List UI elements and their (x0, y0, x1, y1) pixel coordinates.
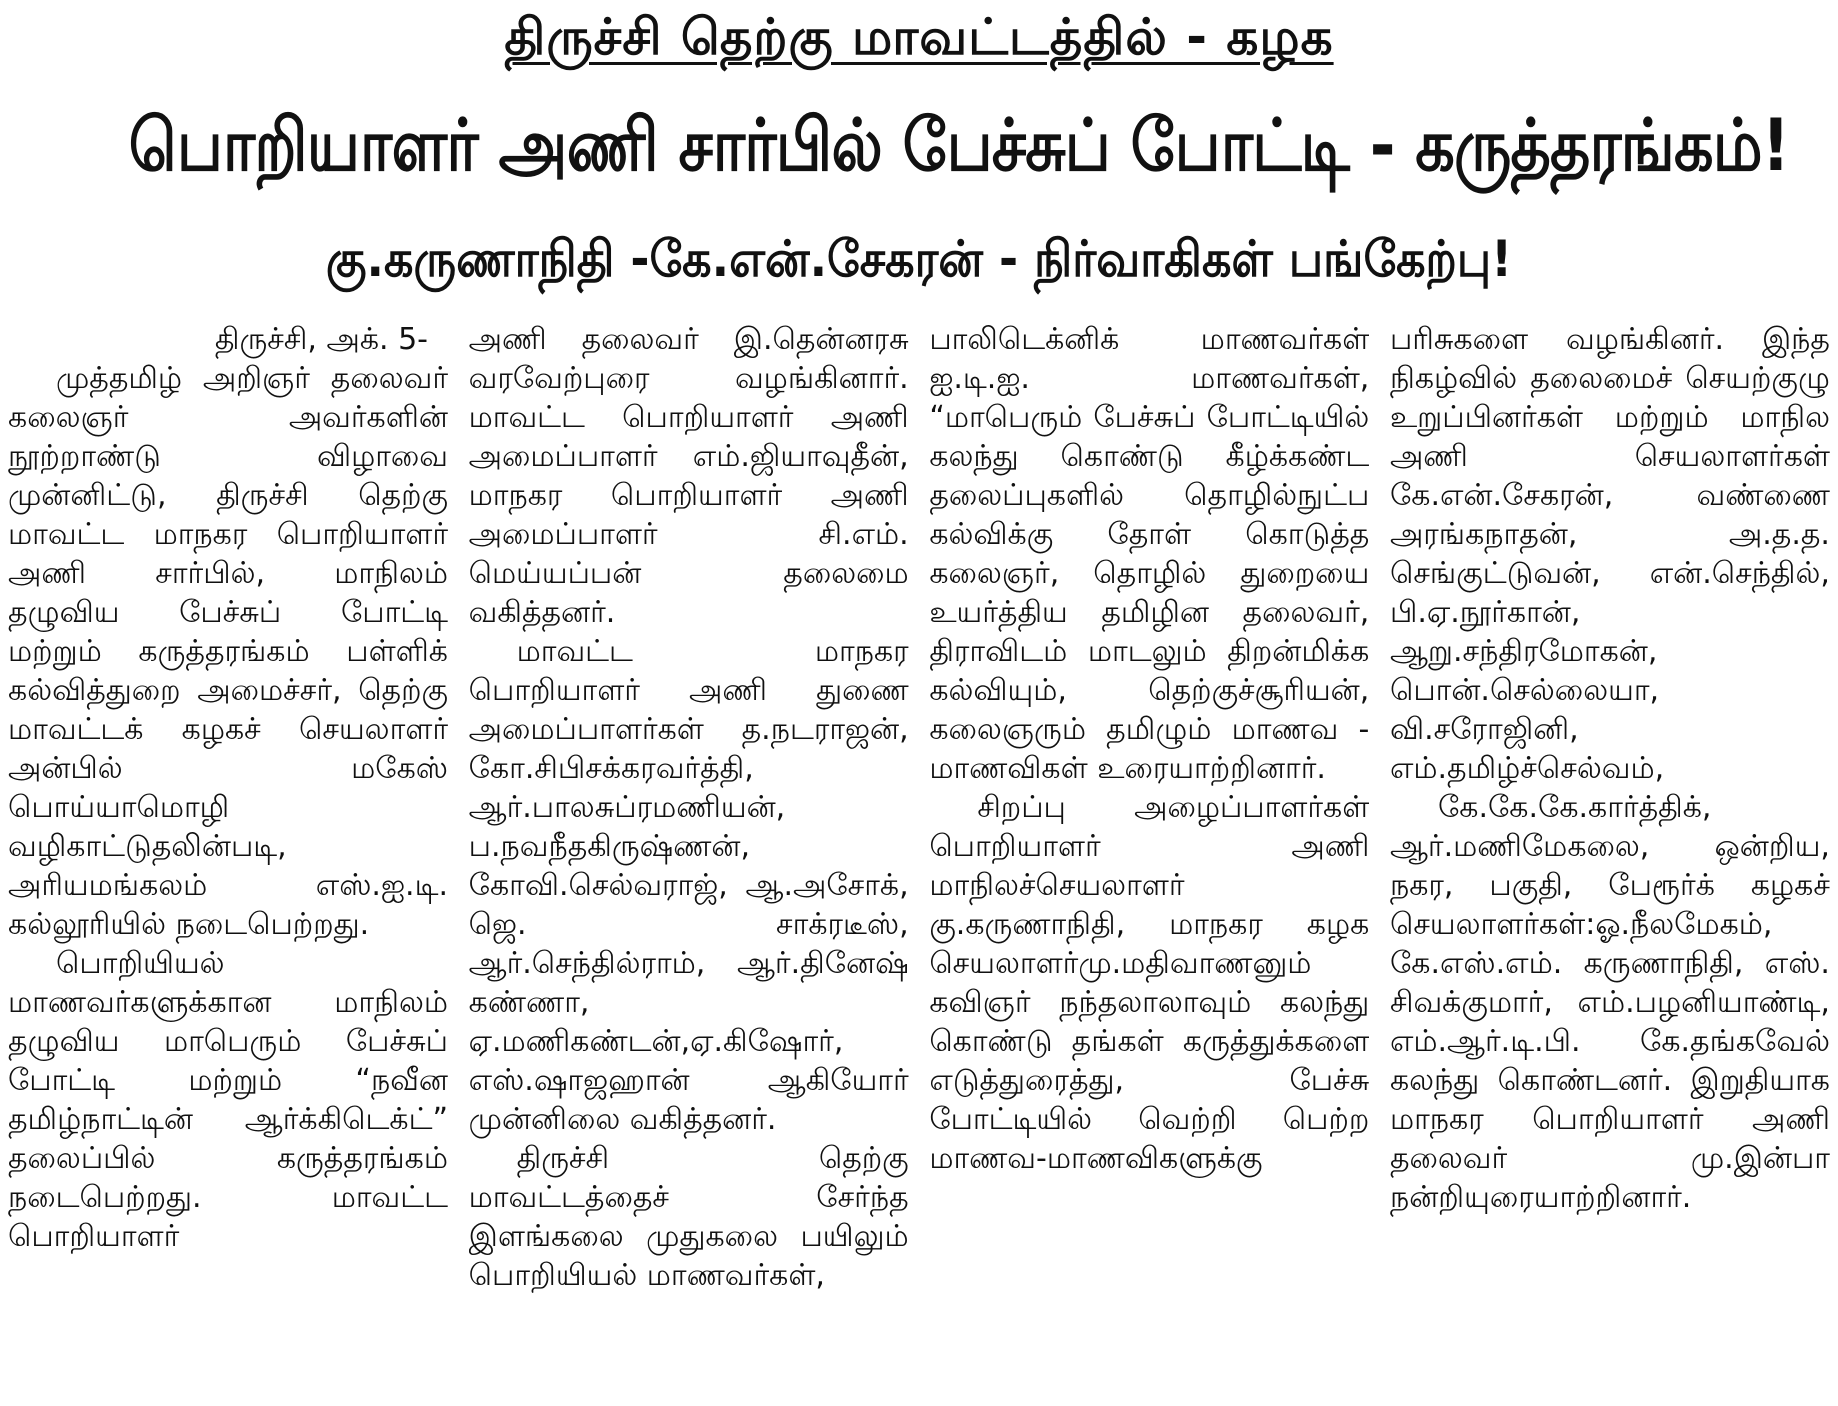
kicker-heading (0, 8, 1838, 73)
article-column-3 (929, 320, 1369, 1400)
article-paragraph: பரிசுகளை வழங்கினர். இந்த நிகழ்வில் தலைமைச் செயற்குழு உறுப்பினர்கள் மற்றும் மாநில அணி செயலாளர்கள் கே.என்.சேகரன், வண்ணை அரங்கநாதன், அ.த.த. செங்குட்டுவன், என்.செந்தில், பி.ஏ.நூர்கான், ஆறு.சந்திரமோகன், பொன்.செல்லையா, வி.சரோஜினி, எம்.தமிழ்ச்செல்வம், (1389, 322, 1830, 786)
article-paragraph: சிறப்பு அழைப்பாளர்கள் பொறியாளர் அணி மாநிலச்செயலாளர் கு.கருணாநிதி, மாநகர கழக செயலாளர்மு.மதிவாணனும் கவிஞர் நந்தலாலாவும் கலந்து கொண்டு தங்கள் கருத்துக்களை எடுத்துரைத்து, பேச்சு போட்டியில் வெற்றி பெற்ற மாணவ-மாணவிகளுக்கு (929, 790, 1370, 1176)
article-paragraph: பொறியியல் மாணவர்களுக்கான மாநிலம் தழுவிய மாபெரும் பேச்சுப் போட்டி மற்றும் “நவீன தமிழ்நாட்டின் ஆர்க்கிடெக்ட்” தலைப்பில் கருத்தரங்கம் நடைபெற்றது. மாவட்ட பொறியாளர் (8, 946, 448, 1254)
article-column-1 (8, 320, 448, 1400)
article-paragraph: திருச்சி தெற்கு மாவட்டத்தைச் சேர்ந்த இளங்கலை முதுகலை பயிலும் பொறியியல் மாணவர்கள், (468, 1141, 909, 1293)
subheadline: கு.கருணாநிதி -கே.என்.சேகரன் - நிர்வாகிகள் பங்கேற்பு! (325, 230, 1513, 288)
article-column-2 (469, 320, 909, 1400)
kicker-text: திருச்சி தெற்கு மாவட்டத்தில் - கழக (504, 8, 1334, 66)
main-headline: பொறியாளர் அணி சார்பில் பேச்சுப் போட்டி - கருத்தரங்கம்! (128, 103, 1790, 187)
dateline: திருச்சி, அக். 5- (214, 322, 428, 357)
article-column-4 (1390, 320, 1830, 1400)
article-paragraph: பாலிடெக்னிக் மாணவர்கள் ஐ.டி.ஐ. மாணவர்கள், “மாபெரும் பேச்சுப் போட்டியில் கலந்து கொண்டு கீழ்க்கண்ட தலைப்புகளில் தொழில்நுட்ப கல்விக்கு தோள் கொடுத்த கலைஞர், தொழில் துறையை உயர்த்திய தமிழின தலைவர், திராவிடம் மாடலும் திறன்மிக்க கல்வியும், தெற்குச்சூரியன், கலைஞரும் தமிழும் மாணவ - மாணவிகள் உரையாற்றினார். (929, 322, 1370, 786)
article-body (8, 320, 1830, 1400)
article-paragraph: அணி தலைவர் இ.தென்னரசு வரவேற்புரை வழங்கினார். மாவட்ட பொறியாளர் அணி அமைப்பாளர் எம்.ஜியாவுதீன், மாநகர பொறியாளர் அணி அமைப்பாளர் சி.எம். மெய்யப்பன் தலைமை வகித்தனர். (468, 322, 909, 630)
article-paragraph: முத்தமிழ் அறிஞர் தலைவர் கலைஞர் அவர்களின் நூற்றாண்டு விழாவை முன்னிட்டு, திருச்சி தெற்கு மாவட்ட மாநகர பொறியாளர் அணி சார்பில், மாநிலம் தழுவிய பேச்சுப் போட்டி மற்றும் கருத்தரங்கம் பள்ளிக் கல்வித்துறை அமைச்சர், தெற்கு மாவட்டக் கழகச் செயலாளர் அன்பில் மகேஸ் பொய்யாமொழி வழிகாட்டுதலின்படி, அரியமங்கலம் எஸ்.ஐ.டி. கல்லூரியில் நடைபெற்றது. (8, 361, 448, 942)
article-paragraph: கே.கே.கே.கார்த்திக், ஆர்.மணிமேகலை, ஒன்றிய, நகர, பகுதி, பேரூர்க் கழகச் செயலாளர்கள்:ஓ.நீலமேகம், கே.எஸ்.எம். கருணாநிதி, எஸ். சிவக்குமார், எம்.பழனியாண்டி, எம்.ஆர்.டி.பி. கே.தங்கவேல் கலந்து கொண்டனர். இறுதியாக மாநகர பொறியாளர் அணி தலைவர் மு.இன்பா நன்றியுரையாற்றினார். (1389, 790, 1830, 1215)
article-paragraph: மாவட்ட மாநகர பொறியாளர் அணி துணை அமைப்பாளர்கள் த.நடராஜன், கோ.சிபிசக்கரவர்த்தி, ஆர்.பாலசுப்ரமணியன், ப.நவநீதகிருஷ்ணன், கோவி.செல்வராஜ், ஆ.அசோக், ஜெ. சாக்ரடீஸ், ஆர்.செந்தில்ராம், ஆர்.தினேஷ் கண்ணா, ஏ.மணிகண்டன்,ஏ.கிஷோர், எஸ்.ஷாஜஹான் ஆகியோர் முன்னிலை வகித்தனர். (468, 634, 909, 1137)
